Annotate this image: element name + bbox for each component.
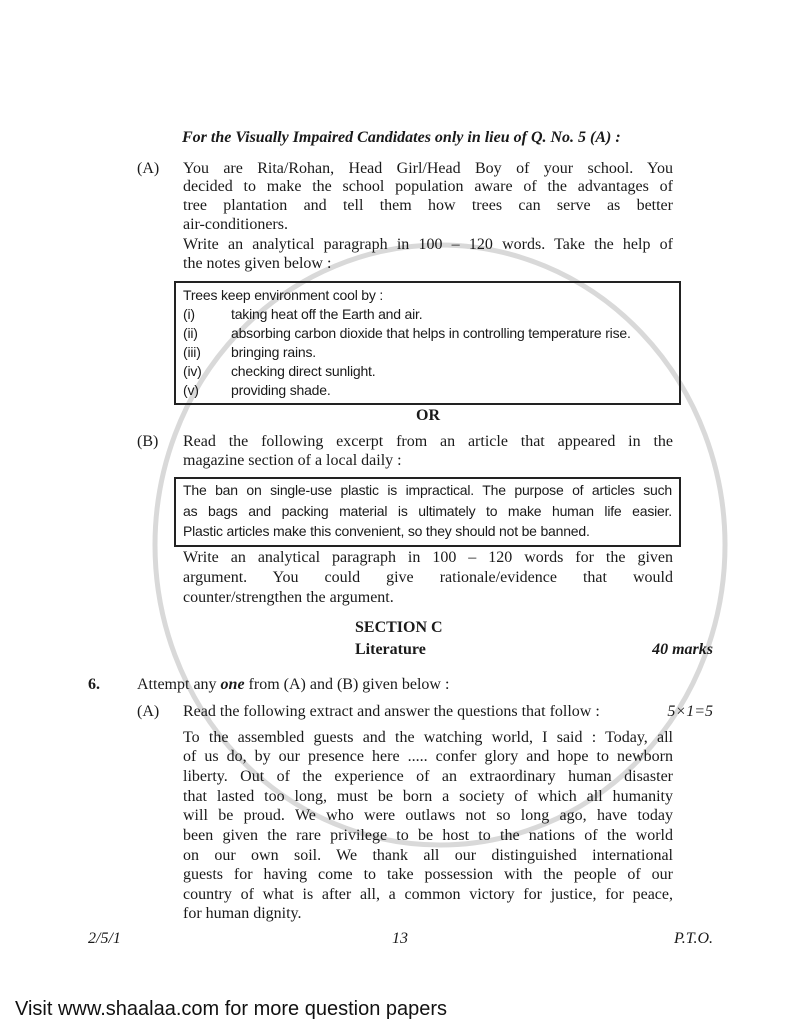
note-text: providing shade. — [231, 382, 331, 398]
visually-impaired-heading: For the Visually Impaired Candidates only in lieu of Q. No. 5 (A) : — [182, 129, 621, 146]
notes-title: Trees keep environment cool by : — [183, 287, 384, 303]
part-b-line: magazine section of a local daily : — [183, 452, 402, 469]
part-b-label: (B) — [137, 433, 159, 450]
extract-line: on our own soil. We thank all our distinguished international — [183, 847, 673, 864]
extract-line: country of what is after all, a common victory for justice, for peace, — [183, 886, 673, 903]
note-number: (iv) — [183, 363, 202, 379]
part-b-write: counter/strengthen the argument. — [183, 589, 394, 606]
excerpt-line: The ban on single-use plastic is impractical. The purpose of articles such — [183, 482, 672, 498]
note-number: (iii) — [183, 344, 201, 360]
note-number: (v) — [183, 382, 199, 398]
extract-line: that lasted too long, must be born a society of which all humanity — [183, 788, 673, 805]
extract-line: To the assembled guests and the watching world, I said : Today, all — [183, 729, 673, 746]
part-a-write: the notes given below : — [183, 255, 332, 272]
footer-code: 2/5/1 — [88, 930, 121, 947]
part-a-line: air-conditioners. — [183, 216, 288, 233]
part-a-label: (A) — [137, 160, 160, 177]
part-b-line: Read the following excerpt from an article that appeared in the — [183, 433, 673, 450]
extract-line: for human dignity. — [183, 905, 302, 922]
extract-line: guests for having come to take possession with the people of our — [183, 866, 673, 883]
footer-pto: P.T.O. — [674, 930, 713, 947]
note-number: (ii) — [183, 325, 198, 341]
question-intro — [137, 675, 449, 694]
intro-text: from (A) and (B) given below : — [244, 676, 450, 693]
q6-a-marks: 5×1=5 — [667, 703, 713, 720]
extract-line: will be proud. We who were outlaws not so long ago, have today — [183, 807, 673, 824]
q6-a-instruction: Read the following extract and answer the questions that follow : — [183, 703, 600, 720]
q6-a-label: (A) — [137, 703, 160, 720]
question-number: 6. — [88, 676, 100, 693]
section-marks: 40 marks — [652, 641, 713, 658]
note-text: bringing rains. — [231, 344, 316, 360]
part-b-write: argument. You could give rationale/evidence that would — [183, 569, 673, 586]
excerpt-line: as bags and packing material is ultimately to make human life easier. — [183, 503, 672, 519]
part-b-write: Write an analytical paragraph in 100 – 120 words for the given — [183, 549, 673, 566]
or-divider: OR — [416, 407, 440, 424]
part-a-line: tree plantation and tell them how trees can serve as better — [183, 197, 673, 214]
part-a-line: decided to make the school population aware of the advantages of — [183, 178, 673, 195]
note-text: checking direct sunlight. — [231, 363, 376, 379]
extract-line: liberty. Out of the experience of an extraordinary human disaster — [183, 768, 673, 785]
extract-line: been given the rare privilege to be host to the nations of the world — [183, 827, 673, 844]
part-a-write: Write an analytical paragraph in 100 – 120 words. Take the help of — [183, 236, 673, 253]
excerpt-line: Plastic articles make this convenient, so they should not be banned. — [183, 523, 590, 539]
intro-emphasis: one — [220, 676, 245, 693]
footer-page-number: 13 — [392, 930, 408, 947]
extract-line: of us do, by our presence here ..... confer glory and hope to newborn — [183, 748, 673, 765]
part-a-line: You are Rita/Rohan, Head Girl/Head Boy of your school. You — [183, 160, 673, 177]
note-number: (i) — [183, 306, 195, 322]
section-title: SECTION C — [355, 619, 443, 636]
intro-text: Attempt any — [137, 676, 221, 693]
note-text: taking heat off the Earth and air. — [231, 306, 423, 322]
shaalaa-banner-link[interactable]: Visit www.shaalaa.com for more question papers — [15, 998, 448, 1020]
section-subtitle: Literature — [355, 641, 426, 658]
note-text: absorbing carbon dioxide that helps in controlling temperature rise. — [231, 325, 631, 341]
